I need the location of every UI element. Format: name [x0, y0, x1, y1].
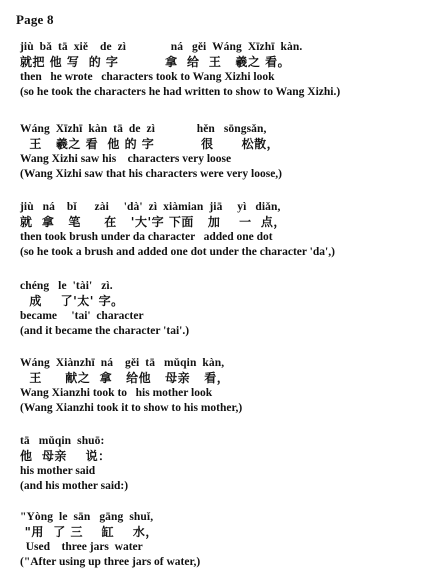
passage-1: [20, 40, 420, 100]
pinyin-line: "Yòng le sān gāng shuǐ,: [20, 511, 154, 523]
pinyin-line: jiù ná bǐ zài 'dà' zì xiàmian jiā yì diǎn,: [20, 201, 281, 213]
passage-5: [20, 356, 420, 416]
hanzi-line: 王 羲之 看 他 的 字 很 松散，: [20, 137, 280, 151]
page-number: Page 8: [16, 12, 54, 27]
pinyin-line: tā mǔqin shuō:: [20, 435, 105, 447]
hanzi-line: 就把 他 写 的 字 拿 给 王 羲之 看。: [20, 55, 291, 69]
hanzi-line: 他 母亲 说：: [20, 449, 111, 463]
pinyin-line: chéng le 'tài' zì.: [20, 280, 113, 292]
gloss-line: became 'tai' character: [20, 310, 144, 322]
passage-4: [20, 279, 420, 339]
gloss-line: Used three jars water: [20, 541, 143, 553]
pinyin-line: Wáng Xīzhī kàn tā de zì hěn sōngsǎn,: [20, 123, 267, 135]
hanzi-line: 就 拿 笔 在 '大'字 下面 加 一 点，: [20, 215, 286, 229]
translation-line: (Wang Xizhi saw that his characters were very loose,): [20, 168, 283, 180]
gloss-line: then took brush under da character added one dot: [20, 231, 273, 243]
gloss-line: Wang Xizhi saw his characters very loose: [20, 153, 232, 165]
pinyin-line: Wáng Xiànzhī ná gěi tā mǔqin kàn,: [20, 357, 225, 369]
translation-line: (so he took the characters he had written to show to Wang Xizhi.): [20, 86, 341, 98]
translation-line: ("After using up three jars of water,): [20, 556, 201, 568]
passage-6: [20, 434, 420, 494]
hanzi-line: "用 了 三 缸 水，: [20, 525, 158, 539]
gloss-line: then he wrote characters took to Wang Xizhi look: [20, 71, 275, 83]
passage-7: [20, 510, 420, 570]
translation-line: (and it became the character 'tai'.): [20, 325, 190, 337]
hanzi-line: 成 了'太' 字。: [20, 294, 124, 308]
translation-line: (Wang Xianzhi took it to show to his mother,): [20, 402, 243, 414]
translation-line: (and his mother said:): [20, 480, 129, 492]
passage-3: [20, 200, 420, 260]
gloss-line: Wang Xianzhi took to his mother look: [20, 387, 213, 399]
passage-2: [20, 122, 420, 182]
translation-line: (so he took a brush and added one dot under the character 'da',): [20, 246, 335, 258]
pinyin-line: jiù bǎ tā xiě de zì ná gěi Wáng Xīzhī kàn.: [20, 41, 303, 53]
gloss-line: his mother said: [20, 465, 96, 477]
hanzi-line: 王 献之 拿 给他 母亲 看，: [20, 371, 230, 385]
